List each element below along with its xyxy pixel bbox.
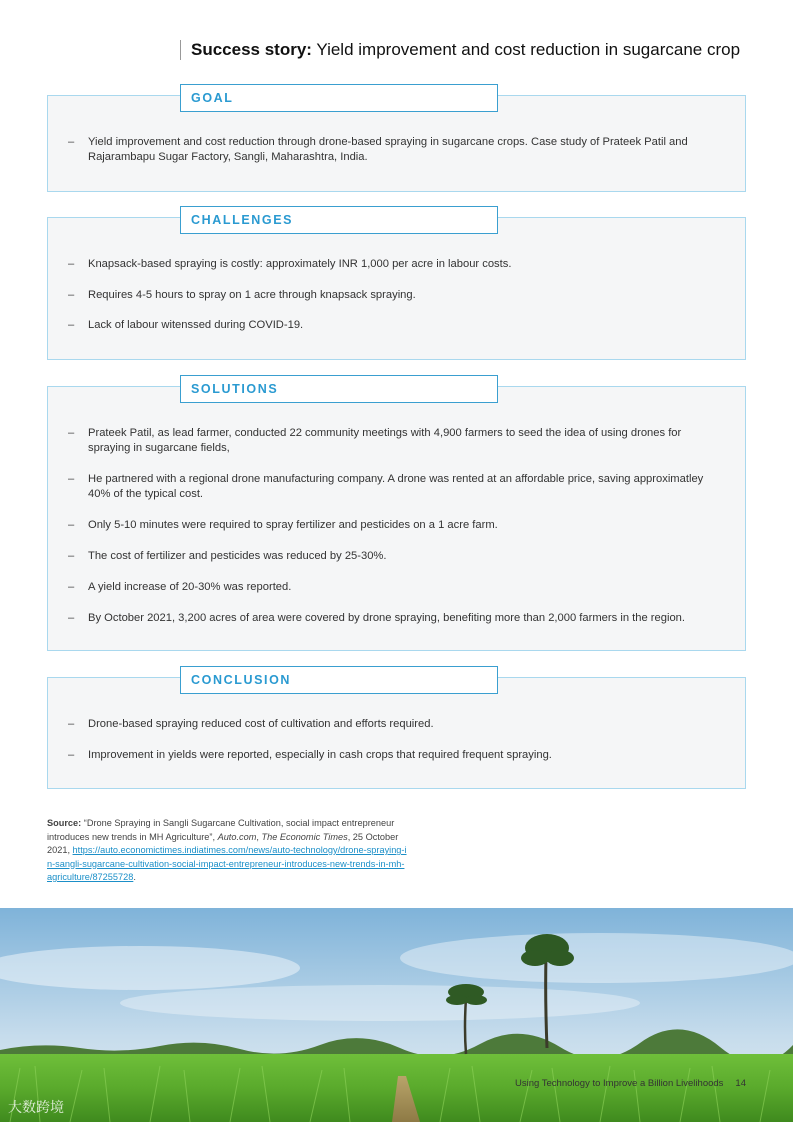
source-citation (47, 817, 407, 885)
cloud (120, 985, 640, 1021)
list-item-text: The cost of fertilizer and pesticides was reduced by 25-30%. (88, 550, 387, 562)
bullet-dash: – (68, 288, 75, 301)
list-item-text: Improvement in yields were reported, especially in cash crops that required frequent spraying. (88, 749, 552, 761)
list-item-text: By October 2021, 3,200 acres of area were covered by drone spraying, benefiting more than 2,000 farmers in the region. (88, 612, 686, 624)
bullet-dash: – (68, 718, 75, 730)
list-item (48, 257, 745, 272)
list-item (48, 518, 745, 533)
list-item-text: He partnered with a regional drone manufacturing company. A drone was rented at an affordable price, saving approximatley 40% of the typical cost. (88, 473, 704, 500)
source-date: , 25 October 2021, (47, 831, 399, 855)
goal-tag: GOAL (180, 84, 498, 112)
page-number: 14 (735, 1078, 746, 1089)
solutions-list (48, 387, 745, 626)
list-item-text: Drone-based spraying reduced cost of cultivation and efforts required. (88, 718, 434, 730)
list-item (48, 549, 745, 564)
landscape-illustration (0, 908, 793, 1122)
list-item-text: Lack of labour witenssed during COVID-19. (88, 319, 304, 331)
page-title-bold: Success story: (191, 40, 312, 59)
list-item (48, 580, 745, 595)
solutions-tag: SOLUTIONS (180, 375, 498, 403)
list-item (48, 426, 745, 456)
solutions-section (47, 386, 746, 651)
list-item (48, 748, 745, 763)
source-label: Source: (47, 818, 82, 828)
list-item (48, 472, 745, 502)
list-item-text: A yield increase of 20-30% was reported. (88, 581, 292, 593)
footer-title: Using Technology to Improve a Billion Livelihoods (515, 1078, 724, 1089)
cloud (400, 933, 793, 983)
list-item-text: Prateek Patil, as lead farmer, conducted 22 community meetings with 4,900 farmers to seed the idea of using drones for spraying in sugarcane fields, (88, 427, 682, 454)
conclusion-tag: CONCLUSION (180, 666, 498, 694)
sugarcane-field-photo (0, 908, 793, 1122)
source-publication-2: The Economic Times (261, 831, 348, 842)
list-item (48, 717, 745, 732)
watermark: 大数跨境 (8, 1099, 64, 1115)
source-link[interactable]: https://auto.economictimes.indiatimes.com/news/auto-technology/drone-spraying-in-sangli-sugarcane-cultivation-social-impact-entrepreneur-introduces-new-trends-in-mh-agriculture/87255728 (47, 845, 407, 882)
list-item-text: Only 5-10 minutes were required to spray fertilizer and pesticides on a 1 acre farm. (88, 519, 498, 531)
source-text: “Drone Spraying in Sangli Sugarcane Cultivation, social impact entrepreneur introduces new trends in MH Agriculture”, (47, 818, 395, 842)
bullet-dash: – (68, 550, 75, 562)
list-item (48, 288, 745, 303)
challenges-list (48, 218, 745, 333)
list-item-text: Yield improvement and cost reduction through drone-based spraying in sugarcane crops. Case study of Prateek Patil and Rajarambapu Sugar Factory, Sangli, Maharashtra, India. (88, 136, 688, 163)
source-publication-1: Auto.com (217, 831, 257, 842)
bullet-dash: – (68, 612, 75, 624)
page-title-rest: Yield improvement and cost reduction in sugarcane crop (311, 40, 741, 59)
list-item (48, 135, 745, 165)
source-end: . (133, 872, 136, 882)
list-item-text: Knapsack-based spraying is costly: approximately INR 1,000 per acre in labour costs. (88, 258, 512, 270)
list-item-text: Requires 4-5 hours to spray on 1 acre through knapsack spraying. (88, 288, 416, 301)
bullet-dash: – (68, 427, 75, 439)
challenges-section (47, 217, 746, 360)
bullet-dash: – (68, 258, 75, 270)
list-item (48, 611, 745, 626)
bullet-dash: – (68, 136, 75, 148)
footer (515, 1078, 746, 1089)
bullet-dash: – (68, 473, 75, 485)
list-item (48, 318, 745, 333)
page-title (180, 40, 740, 60)
bullet-dash: – (68, 581, 75, 593)
source-separator: , (256, 831, 262, 842)
challenges-tag: CHALLENGES (180, 206, 498, 234)
bullet-dash: – (68, 319, 75, 331)
bullet-dash: – (68, 749, 75, 761)
bullet-dash: – (68, 519, 75, 531)
